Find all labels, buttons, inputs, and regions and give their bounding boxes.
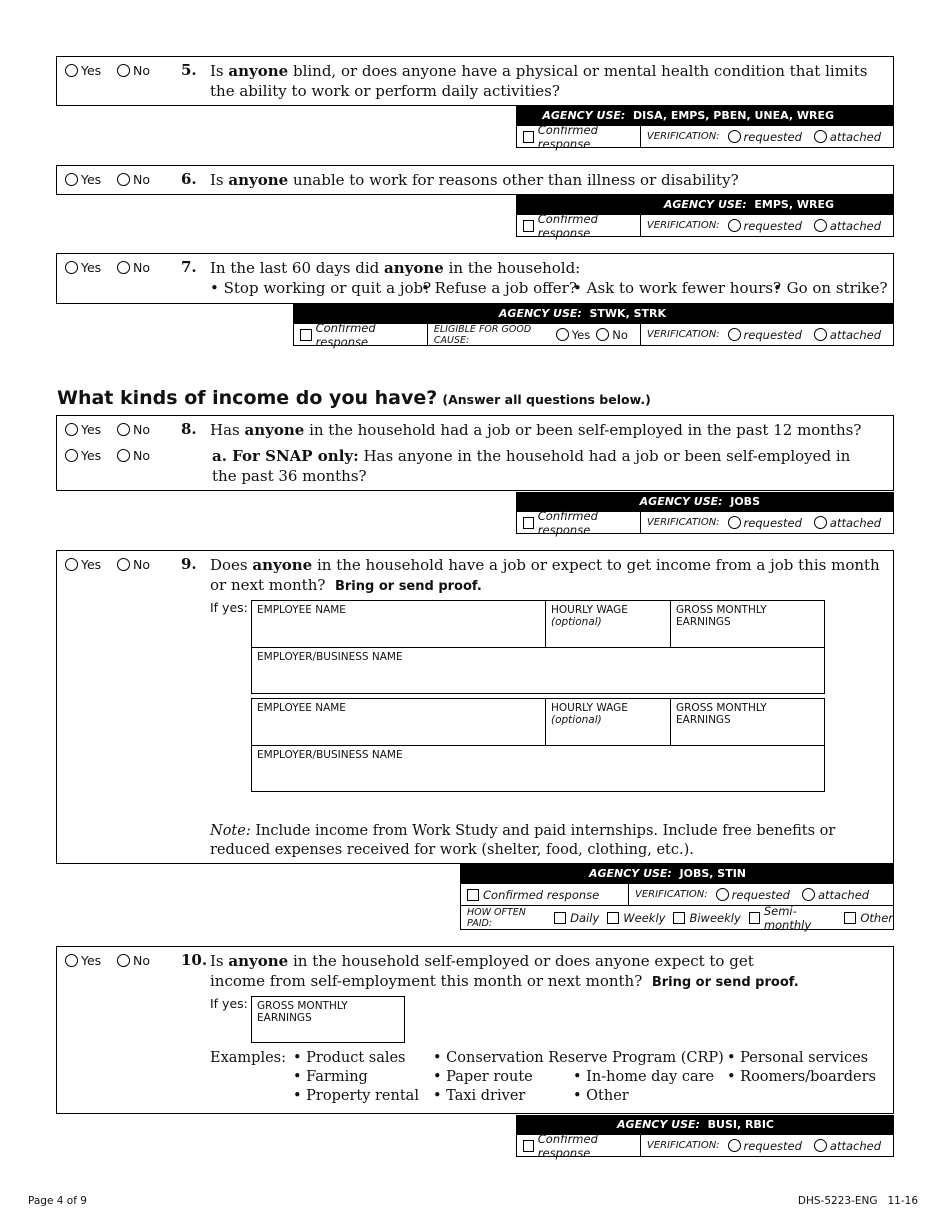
q9-gross-monthly-2[interactable]: GROSS MONTHLY EARNINGS — [670, 698, 825, 746]
q7-bullet: • Go on strike? — [773, 279, 888, 297]
q7-bullet: • Stop working or quit a job? — [210, 279, 432, 297]
q5-yes-radio[interactable]: Yes — [65, 63, 101, 78]
radio-icon — [596, 328, 609, 341]
q5-agency-row: Confirmed response VERIFICATION: requested attached — [516, 126, 894, 148]
q9-semimonthly-checkbox[interactable]: Semi-monthly — [749, 904, 837, 932]
q8-attached-radio[interactable]: attached — [814, 516, 881, 530]
q9-if-yes: If yes: — [210, 600, 248, 615]
q9-agency-row: Confirmed response VERIFICATION: requested attached — [460, 884, 894, 906]
q6-agency-row: Confirmed response VERIFICATION: requested attached — [516, 215, 894, 237]
checkbox-icon — [844, 912, 856, 924]
checkbox-icon — [300, 329, 312, 341]
form-id: DHS-5223-ENG 11-16 — [797, 1195, 918, 1207]
q7-good-cause-no-radio[interactable]: No — [596, 328, 628, 342]
q10-example: • Taxi driver — [433, 1088, 526, 1104]
q10-example: • Farming — [293, 1069, 368, 1085]
q8-agency-row: Confirmed response VERIFICATION: requested attached — [516, 512, 894, 534]
radio-icon — [728, 130, 741, 143]
q6-agency-header: AGENCY USE: EMPS, WREG — [516, 195, 894, 215]
q10-attached-radio[interactable]: attached — [814, 1139, 881, 1153]
radio-icon — [814, 328, 827, 341]
q10-example: • In-home day care — [573, 1069, 715, 1085]
radio-icon — [117, 558, 130, 571]
q8-confirmed-checkbox[interactable]: Confirmed response — [517, 512, 641, 533]
q6-no-radio[interactable]: No — [117, 172, 150, 187]
q9-weekly-checkbox[interactable]: Weekly — [607, 911, 665, 925]
q9-no-radio[interactable]: No — [117, 557, 150, 572]
q10-example: • Product sales — [293, 1050, 406, 1066]
q9-biweekly-checkbox[interactable]: Biweekly — [673, 911, 740, 925]
q7-text: In the last 60 days did anyone in the household: — [210, 259, 581, 277]
q5-attached-radio[interactable]: attached — [814, 130, 881, 144]
q9-agency-header: AGENCY USE: JOBS, STIN — [460, 864, 894, 884]
q6-number: 6. — [181, 170, 197, 188]
radio-icon — [728, 1139, 741, 1152]
section-title: What kinds of income do you have? (Answer all questions below.) — [57, 387, 651, 409]
q9-employee-name-1[interactable]: EMPLOYEE NAME — [251, 600, 546, 648]
q7-good-cause-yes-radio[interactable]: Yes — [556, 328, 591, 342]
radio-icon — [728, 516, 741, 529]
q10-agency-row: Confirmed response VERIFICATION: requested attached — [516, 1135, 894, 1157]
q8-agency-header: AGENCY USE: JOBS — [516, 492, 894, 512]
q5-confirmed-checkbox[interactable]: Confirmed response — [517, 126, 641, 147]
radio-icon — [814, 1139, 827, 1152]
q6-confirmed-checkbox[interactable]: Confirmed response — [517, 215, 641, 236]
radio-icon — [117, 449, 130, 462]
radio-icon — [117, 954, 130, 967]
q10-example: • Paper route — [433, 1069, 533, 1085]
q10-if-yes: If yes: — [210, 996, 248, 1011]
q9-employer-name-1[interactable]: EMPLOYER/BUSINESS NAME — [251, 647, 825, 694]
radio-icon — [728, 328, 741, 341]
q9-gross-monthly-1[interactable]: GROSS MONTHLY EARNINGS — [670, 600, 825, 648]
q9-employee-name-2[interactable]: EMPLOYEE NAME — [251, 698, 546, 746]
radio-icon — [65, 449, 78, 462]
q8a-yes-radio[interactable]: Yes — [65, 448, 101, 463]
q6-attached-radio[interactable]: attached — [814, 219, 881, 233]
checkbox-icon — [749, 912, 760, 924]
q10-no-radio[interactable]: No — [117, 953, 150, 968]
checkbox-icon — [554, 912, 566, 924]
q7-number: 7. — [181, 258, 197, 276]
q6-text: Is anyone unable to work for reasons other than illness or disability? — [210, 171, 739, 189]
q9-employer-name-2[interactable]: EMPLOYER/BUSINESS NAME — [251, 745, 825, 792]
q6-yes-radio[interactable]: Yes — [65, 172, 101, 187]
q7-requested-radio[interactable]: requested — [728, 328, 802, 342]
q9-hourly-wage-1[interactable]: HOURLY WAGE (optional) — [545, 600, 671, 648]
checkbox-icon — [673, 912, 685, 924]
radio-icon — [65, 954, 78, 967]
q8-text: Has anyone in the household had a job or been self-employed in the past 12 months? — [210, 421, 862, 439]
q9-yes-radio[interactable]: Yes — [65, 557, 101, 572]
q5-agency-header: AGENCY USE: DISA, EMPS, PBEN, UNEA, WREG — [516, 106, 894, 126]
radio-icon — [117, 423, 130, 436]
checkbox-icon — [523, 1140, 534, 1152]
q6-requested-radio[interactable]: requested — [728, 219, 802, 233]
q5-text: Is anyone blind, or does anyone have a physical or mental health condition that limits the ability to work or perform daily activities? — [210, 62, 868, 100]
radio-icon — [117, 64, 130, 77]
q9-text: Does anyone in the household have a job or expect to get income from a job this month or next month? Bring or send proof. — [210, 556, 880, 594]
q10-example: • Property rental — [293, 1088, 419, 1104]
q10-text: Is anyone in the household self-employed or does anyone expect to get income from self-employment this month or next month? Bring or send proof. — [210, 952, 799, 990]
checkbox-icon — [523, 220, 534, 232]
q5-requested-radio[interactable]: requested — [728, 130, 802, 144]
q7-confirmed-checkbox[interactable]: Confirmed response — [294, 324, 428, 345]
q9-number: 9. — [181, 555, 197, 573]
q5-number: 5. — [181, 61, 197, 79]
radio-icon — [814, 130, 827, 143]
radio-icon — [65, 173, 78, 186]
radio-icon — [802, 888, 815, 901]
page-number: Page 4 of 9 — [28, 1195, 87, 1207]
q9-attached-radio[interactable]: attached — [802, 888, 869, 902]
radio-icon — [728, 219, 741, 232]
q8a-no-radio[interactable]: No — [117, 448, 150, 463]
q7-agency-row: Confirmed response ELIGIBLE FOR GOOD CAUSE: Yes No VERIFICATION: requested attached — [293, 324, 894, 346]
q9-requested-radio[interactable]: requested — [716, 888, 790, 902]
q9-how-often-row: HOW OFTEN PAID: Daily Weekly Biweekly Semi-monthly Other — [460, 906, 894, 930]
q10-example: • Personal services — [727, 1050, 869, 1066]
q10-gross-monthly[interactable]: GROSS MONTHLY EARNINGS — [251, 996, 405, 1043]
q8a-text: a. For SNAP only: Has anyone in the household had a job or been self-employed in the past 36 months? — [212, 447, 851, 485]
q7-agency-header: AGENCY USE: STWK, STRK — [293, 304, 894, 324]
radio-icon — [814, 219, 827, 232]
radio-icon — [814, 516, 827, 529]
q5-no-radio[interactable]: No — [117, 63, 150, 78]
checkbox-icon — [607, 912, 619, 924]
checkbox-icon — [523, 131, 534, 143]
radio-icon — [65, 261, 78, 274]
radio-icon — [65, 558, 78, 571]
q9-hourly-wage-2[interactable]: HOURLY WAGE (optional) — [545, 698, 671, 746]
q10-example: • Conservation Reserve Program (CRP) — [433, 1050, 724, 1066]
q9-other-checkbox[interactable]: Other — [844, 911, 893, 925]
q10-examples-label: Examples: — [210, 1050, 286, 1066]
q8-no-radio[interactable]: No — [117, 422, 150, 437]
checkbox-icon — [523, 517, 534, 529]
q10-number: 10. — [181, 951, 208, 969]
checkbox-icon — [467, 889, 479, 901]
q9-confirmed-checkbox[interactable]: Confirmed response — [461, 884, 629, 905]
q9-note: Note: Include income from Work Study and paid internships. Include free benefits or reduced expenses received for work (shelter, food, clothing, etc.). — [210, 823, 836, 858]
q8-yes-radio[interactable]: Yes — [65, 422, 101, 437]
q10-requested-radio[interactable]: requested — [728, 1139, 802, 1153]
radio-icon — [716, 888, 729, 901]
radio-icon — [556, 328, 569, 341]
q7-no-radio[interactable]: No — [117, 260, 150, 275]
q9-daily-checkbox[interactable]: Daily — [554, 911, 599, 925]
q7-bullet: • Ask to work fewer hours? — [573, 279, 782, 297]
q10-agency-header: AGENCY USE: BUSI, RBIC — [516, 1115, 894, 1135]
q7-yes-radio[interactable]: Yes — [65, 260, 101, 275]
q10-example: • Other — [573, 1088, 629, 1104]
q7-attached-radio[interactable]: attached — [814, 328, 881, 342]
q10-confirmed-checkbox[interactable]: Confirmed response — [517, 1135, 641, 1156]
radio-icon — [65, 423, 78, 436]
radio-icon — [117, 261, 130, 274]
q10-yes-radio[interactable]: Yes — [65, 953, 101, 968]
q8-number: 8. — [181, 420, 197, 438]
q10-example: • Roomers/boarders — [727, 1069, 876, 1085]
radio-icon — [117, 173, 130, 186]
q8-requested-radio[interactable]: requested — [728, 516, 802, 530]
q7-bullet: • Refuse a job offer? — [421, 279, 577, 297]
radio-icon — [65, 64, 78, 77]
